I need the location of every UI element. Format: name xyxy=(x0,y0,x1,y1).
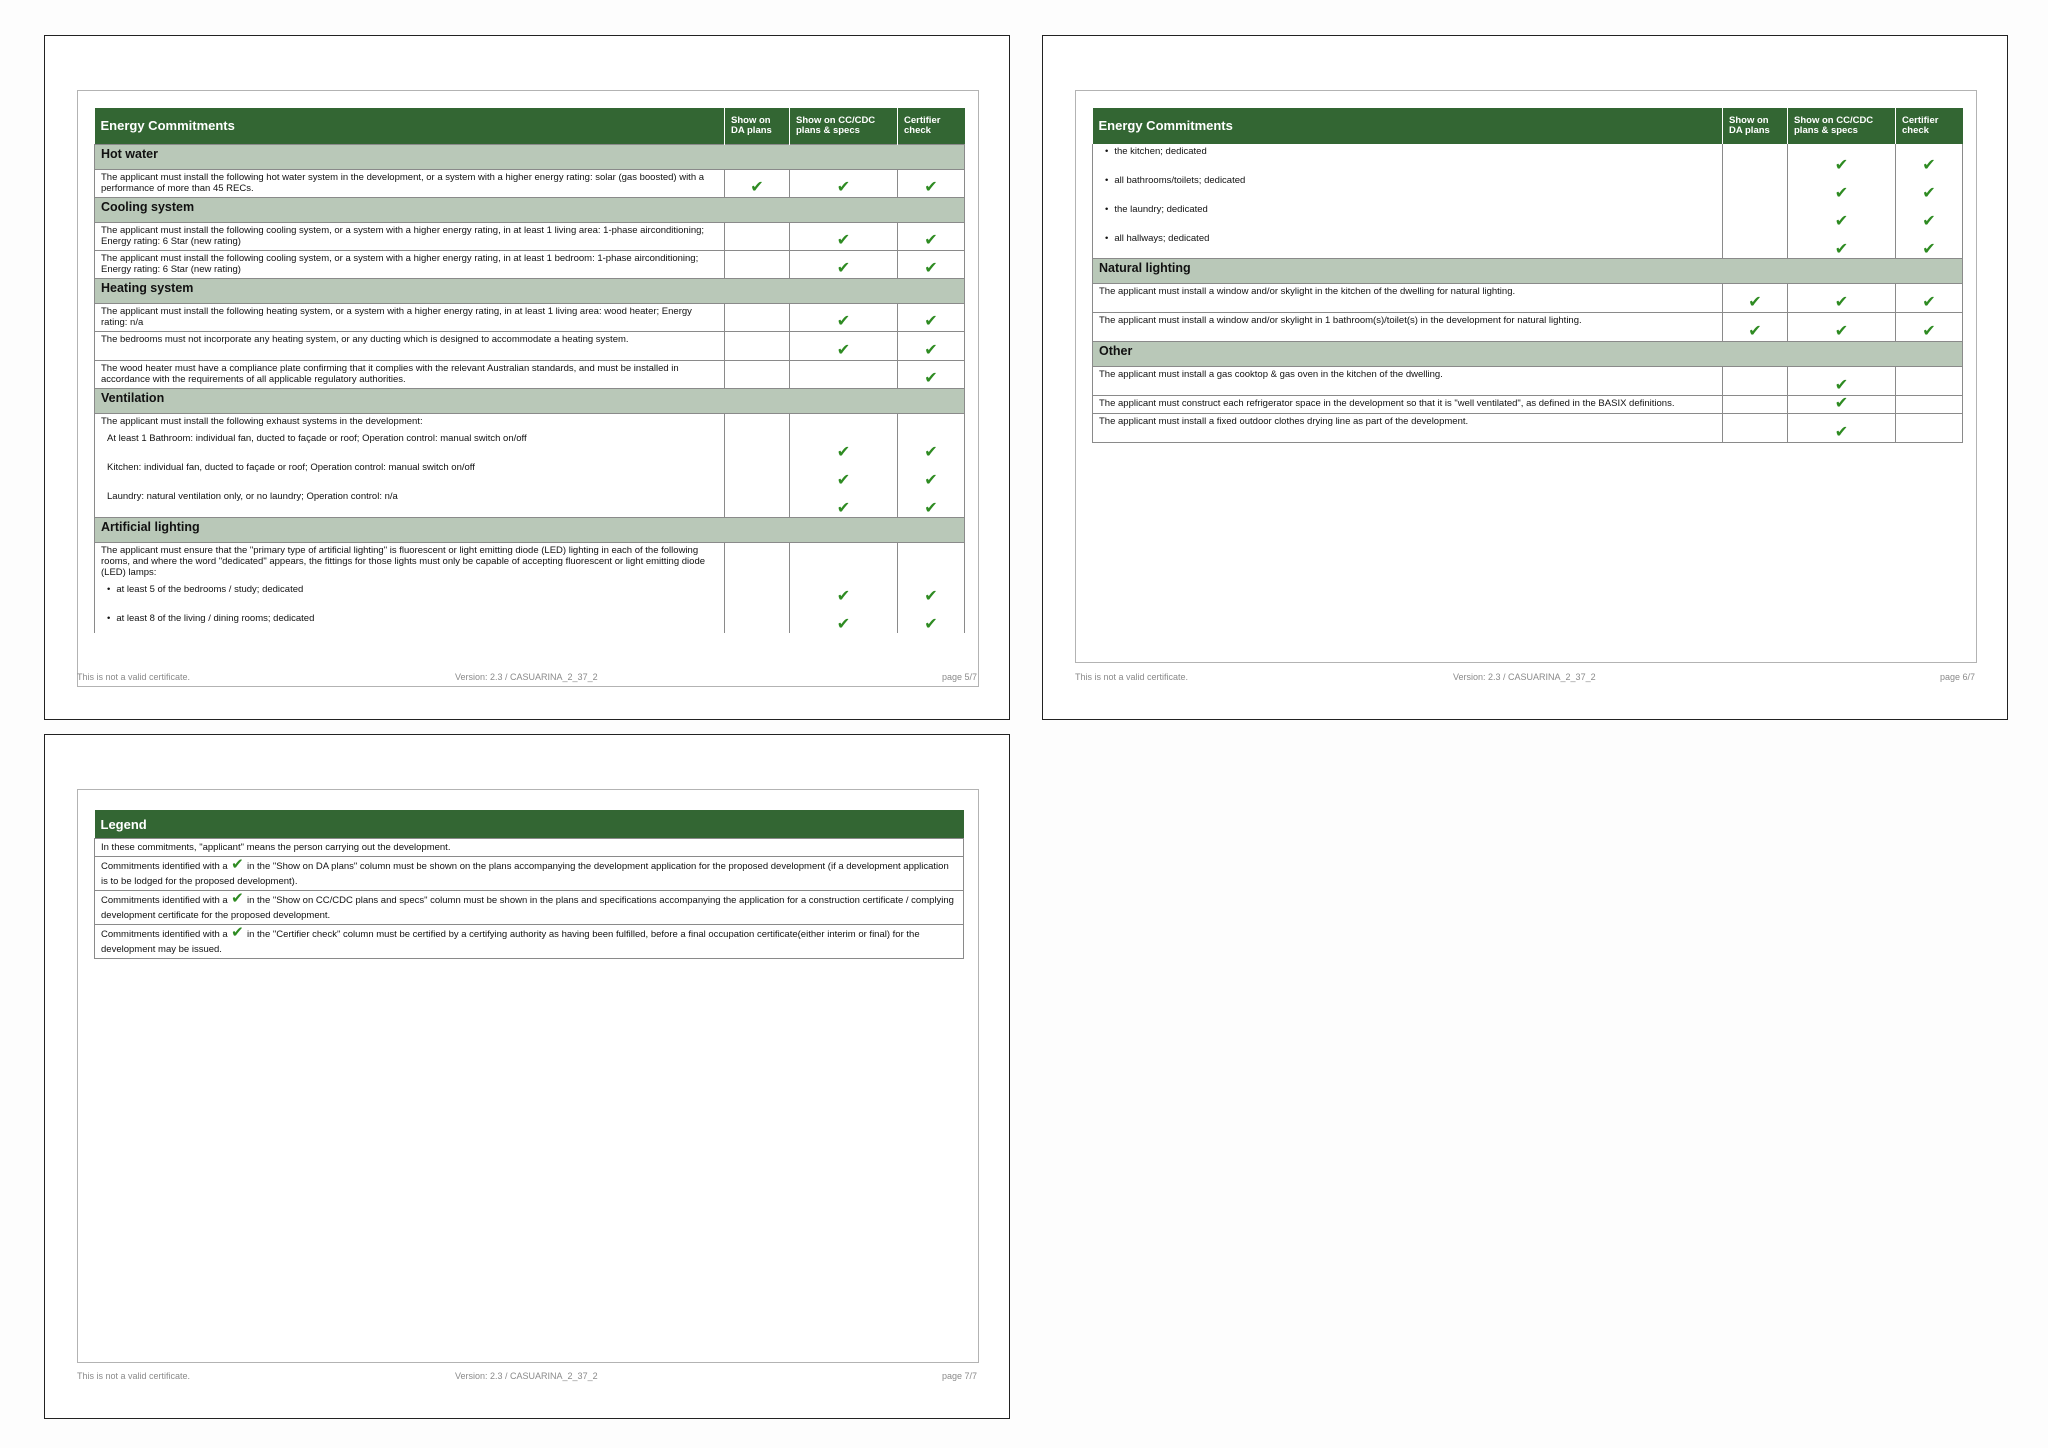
commitment-text: The applicant must install the following cooling system, or a system with a higher energy rating, in at least 1 living area: 1-phase airconditioning; Energy rating: 6 Star (new rating) xyxy=(95,223,725,251)
section-other xyxy=(1093,342,1963,367)
check-mark-icon: ✔ xyxy=(924,230,938,249)
check-mark-icon: ✔ xyxy=(1834,292,1849,311)
commitment-text: The applicant must install the following cooling system, or a system with a higher energy rating, in at least 1 bedroom: 1-phase airconditioning; Energy rating: 6 Star (new rating) xyxy=(95,251,725,279)
da-cell xyxy=(1723,367,1788,396)
commitment-text: The applicant must install the following heating system, or a system with a higher energy rating, in at least 1 living area: wood heater; Energy rating: n/a xyxy=(95,304,725,332)
check-mark-icon: ✔ xyxy=(924,586,938,605)
header-show-on-cc: Show on CC/CDC plans & specs xyxy=(790,108,898,145)
commitment-text xyxy=(95,414,725,518)
cert-cell xyxy=(1896,414,1963,443)
commitment-text: The applicant must install a window and/or skylight in the kitchen of the dwelling for natural lighting. xyxy=(1093,284,1723,313)
energy-commitments-table-p5 xyxy=(94,108,965,633)
legend-prefix: Commitments identified with a xyxy=(101,929,228,940)
tick-stack xyxy=(898,575,964,631)
commitment-text: The applicant must install a fixed outdoor clothes drying line as part of the development. xyxy=(1093,414,1723,443)
cert-cell xyxy=(1896,144,1963,259)
da-cell xyxy=(1723,144,1788,259)
ventilation-item: At least 1 Bathroom: individual fan, ducted to façade or roof; Operation control: manual switch on/off xyxy=(107,433,527,444)
da-cell xyxy=(725,223,790,251)
tick-stack xyxy=(898,431,964,515)
tick-stack xyxy=(1896,144,1962,256)
commitment-text: The applicant must install the following hot water system in the development, or a system with a higher energy rating: solar (gas boosted) with a performance of more than 45 RECs. xyxy=(95,170,725,198)
lighting-intro: The applicant must ensure that the "primary type of artificial lighting" is fluorescent or light emitting diode (LED) lighting in each of the following rooms, and where the word "dedicated" appears, the fittings for those lights must only be capable of accepting fluorescent or light emitting diode (LED) lamps: xyxy=(101,545,706,578)
check-mark-icon: ✔ xyxy=(1834,155,1849,174)
tick-stack xyxy=(790,431,897,515)
check-mark-icon: ✔ xyxy=(1922,155,1936,174)
cc-cell xyxy=(790,223,898,251)
check-mark-icon: ✔ xyxy=(1922,183,1936,202)
check-mark-icon xyxy=(230,855,244,874)
section-title: Ventilation xyxy=(95,389,965,414)
footer-page-number: page 7/7 xyxy=(941,1371,977,1381)
cc-cell xyxy=(790,543,898,634)
cc-cell xyxy=(790,361,898,389)
header-energy-commitments: Energy Commitments xyxy=(95,108,725,145)
table-row xyxy=(95,170,965,198)
check-mark-icon: ✔ xyxy=(1748,321,1762,340)
header-certifier-check: Certifier check xyxy=(898,108,965,145)
table-row xyxy=(95,543,965,634)
cc-cell xyxy=(790,332,898,361)
section-natural-lighting xyxy=(1093,259,1963,284)
cert-cell xyxy=(898,361,965,389)
ventilation-item: Laundry: natural ventilation only, or no laundry; Operation control: n/a xyxy=(107,491,398,502)
table-row xyxy=(1093,284,1963,313)
footer-disclaimer: This is not a valid certificate. xyxy=(77,672,191,682)
lighting-item: • all hallways; dedicated xyxy=(1099,233,1716,252)
cc-cell xyxy=(790,170,898,198)
cert-cell xyxy=(1896,313,1963,342)
cert-cell xyxy=(898,332,965,361)
check-mark-icon: ✔ xyxy=(1834,211,1849,230)
da-cell xyxy=(725,414,790,518)
da-cell xyxy=(725,332,790,361)
check-mark-icon: ✔ xyxy=(924,177,938,196)
check-mark-icon: ✔ xyxy=(836,442,851,461)
cert-cell xyxy=(898,543,965,634)
da-cell xyxy=(1723,313,1788,342)
da-cell xyxy=(1723,414,1788,443)
check-mark-icon xyxy=(230,889,244,908)
check-mark-icon: ✔ xyxy=(1834,393,1849,412)
check-mark-icon: ✔ xyxy=(836,340,851,359)
da-cell xyxy=(725,543,790,634)
table-row xyxy=(1093,313,1963,342)
cert-cell xyxy=(898,304,965,332)
table-row xyxy=(1093,367,1963,396)
table-header xyxy=(95,108,965,145)
check-mark-icon: ✔ xyxy=(836,614,851,633)
check-mark-icon: ✔ xyxy=(750,177,764,196)
legend-prefix: Commitments identified with a xyxy=(101,895,228,906)
da-cell xyxy=(725,361,790,389)
cc-cell xyxy=(1788,313,1896,342)
section-artificial-lighting xyxy=(95,518,965,543)
page-footer xyxy=(1075,672,1977,686)
legend-suffix: in the "Show on DA plans" column must be shown on the plans accompanying the development application for the proposed development (if a development application is to be lodged for the proposed development). xyxy=(101,861,949,887)
cc-cell xyxy=(1788,144,1896,259)
cert-cell xyxy=(898,223,965,251)
table-row xyxy=(95,361,965,389)
table-row xyxy=(95,857,964,891)
da-cell xyxy=(725,251,790,279)
footer-version: Version: 2.3 / CASUARINA_2_37_2 xyxy=(1453,672,1596,682)
legend-suffix: in the "Show on CC/CDC plans and specs" column must be shown in the plans and specifications accompanying the application for a construction certificate / complying development certificate for the proposed development. xyxy=(101,895,954,921)
footer-page-number: page 6/7 xyxy=(1939,672,1975,682)
tick-stack xyxy=(790,575,897,631)
check-mark-icon: ✔ xyxy=(924,368,938,387)
table-row xyxy=(95,251,965,279)
ventilation-item: Kitchen: individual fan, ducted to façade or roof; Operation control: manual switch on/off xyxy=(107,462,475,473)
commitment-text xyxy=(1093,144,1723,259)
energy-commitments-table-p6 xyxy=(1092,108,1963,443)
check-mark-icon: ✔ xyxy=(836,177,851,196)
page-footer xyxy=(77,672,979,686)
section-title: Cooling system xyxy=(95,198,965,223)
cert-cell xyxy=(898,170,965,198)
legend-prefix: Commitments identified with a xyxy=(101,861,228,872)
header-show-on-da: Show on DA plans xyxy=(1723,108,1788,144)
cert-cell xyxy=(1896,284,1963,313)
cert-cell xyxy=(1896,367,1963,396)
lighting-item: • at least 8 of the living / dining rooms; dedicated xyxy=(101,613,718,630)
table-row xyxy=(95,304,965,332)
page-7 xyxy=(44,734,1010,1419)
check-mark-icon: ✔ xyxy=(924,614,938,633)
check-mark-icon: ✔ xyxy=(1922,211,1936,230)
da-cell xyxy=(725,170,790,198)
header-show-on-cc: Show on CC/CDC plans & specs xyxy=(1788,108,1896,144)
legend-suffix: in the "Certifier check" column must be certified by a certifying authority as having been fulfilled, before a final occupation certificate(either interim or final) for the development may be issued. xyxy=(101,929,920,955)
check-mark-icon: ✔ xyxy=(924,311,938,330)
commitment-text: The applicant must install a gas cooktop & gas oven in the kitchen of the dwelling. xyxy=(1093,367,1723,396)
lighting-item: • at least 5 of the bedrooms / study; dedicated xyxy=(101,584,718,595)
table-row xyxy=(1093,414,1963,443)
section-title: Hot water xyxy=(95,145,965,170)
table-row xyxy=(1093,144,1963,259)
page-6-frame xyxy=(1075,90,1977,663)
check-mark-icon xyxy=(230,923,244,942)
ventilation-intro: The applicant must install the following exhaust systems in the development: xyxy=(101,416,423,427)
table-header xyxy=(1093,108,1963,144)
check-mark-icon: ✔ xyxy=(924,498,938,517)
legend-title: Legend xyxy=(95,810,964,839)
header-certifier-check: Certifier check xyxy=(1896,108,1963,144)
check-mark-icon: ✔ xyxy=(924,442,938,461)
cc-cell xyxy=(790,304,898,332)
commitment-text xyxy=(95,543,725,634)
page-5 xyxy=(44,35,1010,720)
section-title: Artificial lighting xyxy=(95,518,965,543)
commitment-text: The wood heater must have a compliance plate confirming that it complies with the relevant Australian standards, and must be installed in accordance with the requirements of all applicable regulatory authorities. xyxy=(95,361,725,389)
check-mark-icon: ✔ xyxy=(1922,292,1936,311)
cert-cell xyxy=(1896,396,1963,414)
check-mark-icon: ✔ xyxy=(1834,183,1849,202)
check-mark-icon: ✔ xyxy=(924,470,938,489)
footer-disclaimer: This is not a valid certificate. xyxy=(1075,672,1189,682)
header-energy-commitments: Energy Commitments xyxy=(1093,108,1723,144)
check-mark-icon: ✔ xyxy=(924,340,938,359)
tick-stack xyxy=(1788,144,1895,256)
legend-text xyxy=(95,857,964,891)
check-mark-icon: ✔ xyxy=(1834,239,1849,258)
cc-cell xyxy=(1788,393,1896,414)
check-mark-icon: ✔ xyxy=(1922,321,1936,340)
page-7-frame xyxy=(77,789,979,1363)
da-cell xyxy=(725,304,790,332)
check-mark-icon: ✔ xyxy=(836,470,851,489)
section-title: Other xyxy=(1093,342,1963,367)
check-mark-icon: ✔ xyxy=(1748,292,1762,311)
check-mark-icon: ✔ xyxy=(1834,375,1849,394)
legend-header xyxy=(95,810,964,839)
legend-text xyxy=(95,925,964,959)
section-cooling-system xyxy=(95,198,965,223)
lighting-item: • the laundry; dedicated xyxy=(1099,204,1716,215)
cc-cell xyxy=(1788,414,1896,443)
cc-cell xyxy=(790,251,898,279)
header-show-on-da: Show on DA plans xyxy=(725,108,790,145)
table-row xyxy=(95,332,965,361)
da-cell xyxy=(1723,284,1788,313)
section-title: Natural lighting xyxy=(1093,259,1963,284)
cc-cell xyxy=(1788,284,1896,313)
page-5-frame xyxy=(77,90,979,687)
commitment-text: The applicant must install a window and/or skylight in 1 bathroom(s)/toilet(s) in the development for natural lighting. xyxy=(1093,313,1723,342)
lighting-item: • all bathrooms/toilets; dedicated xyxy=(1099,175,1716,186)
check-mark-icon: ✔ xyxy=(836,258,851,277)
check-mark-icon: ✔ xyxy=(836,311,851,330)
section-heating-system xyxy=(95,279,965,304)
check-mark-icon: ✔ xyxy=(836,586,851,605)
check-mark-icon: ✔ xyxy=(836,498,851,517)
commitment-text: The applicant must construct each refrigerator space in the development so that it is "well ventilated", as defined in the BASIX definitions. xyxy=(1093,396,1723,414)
check-mark-icon: ✔ xyxy=(231,855,244,873)
legend-text: In these commitments, "applicant" means the person carrying out the development. xyxy=(95,839,964,857)
cc-cell xyxy=(790,414,898,518)
lighting-item: • the kitchen; dedicated xyxy=(1099,146,1716,157)
page-footer xyxy=(77,1371,979,1385)
table-row xyxy=(1093,396,1963,414)
legend-text xyxy=(95,891,964,925)
cert-cell xyxy=(898,251,965,279)
footer-disclaimer: This is not a valid certificate. xyxy=(77,1371,191,1381)
footer-version: Version: 2.3 / CASUARINA_2_37_2 xyxy=(455,1371,598,1381)
legend-table xyxy=(94,810,964,959)
table-row xyxy=(95,414,965,518)
footer-page-number: page 5/7 xyxy=(941,672,977,682)
section-title: Heating system xyxy=(95,279,965,304)
check-mark-icon: ✔ xyxy=(1834,422,1849,441)
da-cell xyxy=(1723,396,1788,414)
check-mark-icon: ✔ xyxy=(231,889,244,907)
footer-version: Version: 2.3 / CASUARINA_2_37_2 xyxy=(455,672,598,682)
commitment-text: The bedrooms must not incorporate any heating system, or any ducting which is designed to accommodate a heating system. xyxy=(95,332,725,361)
section-ventilation xyxy=(95,389,965,414)
table-row xyxy=(95,925,964,959)
cc-cell xyxy=(1788,367,1896,396)
section-hot-water xyxy=(95,145,965,170)
check-mark-icon: ✔ xyxy=(231,923,244,941)
check-mark-icon: ✔ xyxy=(924,258,938,277)
check-mark-icon: ✔ xyxy=(1922,239,1936,258)
check-mark-icon: ✔ xyxy=(836,230,851,249)
table-row xyxy=(95,839,964,857)
table-row xyxy=(95,891,964,925)
cert-cell xyxy=(898,414,965,518)
page-6 xyxy=(1042,35,2008,720)
check-mark-icon: ✔ xyxy=(1834,321,1849,340)
table-row xyxy=(95,223,965,251)
